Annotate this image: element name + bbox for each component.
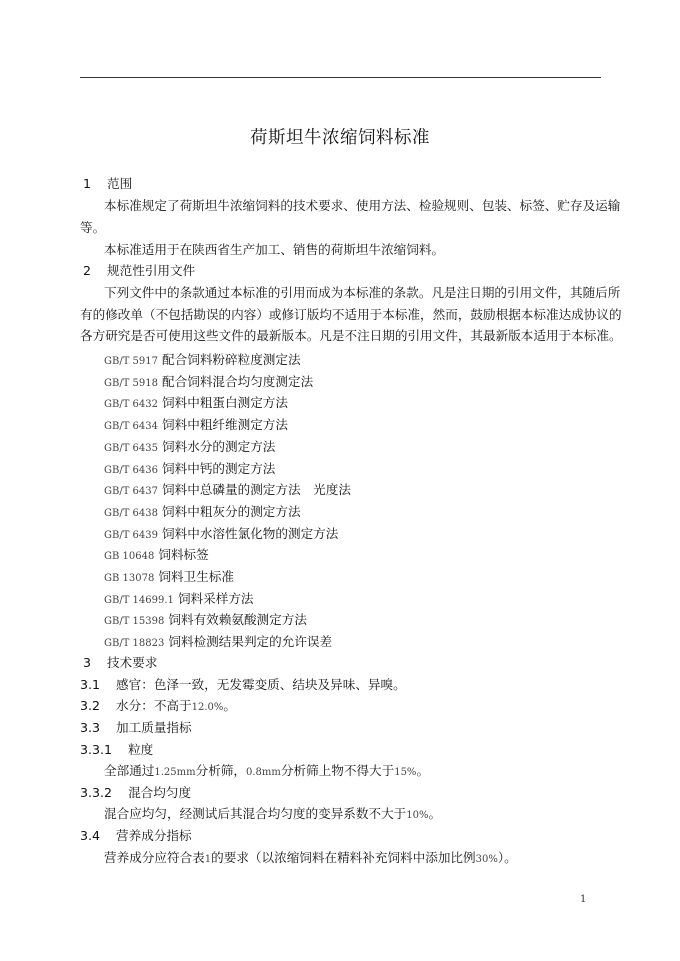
text: 。 bbox=[416, 763, 430, 778]
reference-item bbox=[104, 591, 254, 609]
section-title: 技术要求 bbox=[107, 655, 158, 670]
section-1-heading bbox=[83, 176, 132, 192]
reference-item bbox=[104, 526, 338, 544]
clause-3-3 bbox=[80, 720, 192, 736]
page-title: 荷斯坦牛浓缩饲料标准 bbox=[250, 128, 430, 148]
paragraph bbox=[104, 850, 517, 868]
clause-text: 感官：色泽一致，无发霉变质、结块及异味、异嗅。 bbox=[116, 677, 406, 692]
reference-title: 饲料中粗灰分的测定方法 bbox=[162, 503, 301, 519]
reference-title: 饲料中粗蛋白测定方法 bbox=[162, 395, 288, 411]
text: 。 bbox=[428, 806, 442, 821]
reference-title: 饲料卫生标准 bbox=[158, 569, 234, 584]
reference-title: 饲料采样方法 bbox=[177, 590, 254, 606]
clause-title: 混合均匀度 bbox=[128, 785, 192, 800]
text: 全部通过 bbox=[104, 763, 155, 778]
reference-item bbox=[104, 461, 275, 479]
clause-3-2 bbox=[80, 698, 236, 716]
clause-number: 3.2 bbox=[80, 698, 101, 713]
section-3-heading bbox=[83, 655, 157, 671]
clause-title: 营养成分指标 bbox=[116, 828, 192, 843]
moisture-value: 12.0% bbox=[191, 702, 224, 713]
reference-item bbox=[104, 547, 209, 565]
text: 混合应均匀，经测试后其混合均匀度的变异系数不大于 bbox=[104, 806, 407, 821]
header-rule bbox=[80, 77, 601, 78]
reference-code: GB/T 14699.1 bbox=[104, 594, 174, 606]
section-number: 1 bbox=[83, 176, 92, 191]
reference-title: 饲料水分的测定方法 bbox=[162, 438, 276, 454]
section-2-heading bbox=[83, 263, 195, 279]
reference-title: 饲料中钙的测定方法 bbox=[162, 460, 276, 476]
section-title: 范围 bbox=[107, 176, 133, 191]
paragraph: 下列文件中的条款通过本标准的引用而成为本标准的条款。凡是注日期的引用文件，其随后所 bbox=[104, 285, 621, 300]
reference-item bbox=[104, 395, 288, 413]
reference-code: GB/T 18823 bbox=[104, 638, 165, 650]
clause-3-1 bbox=[80, 677, 406, 693]
reference-item bbox=[104, 439, 275, 457]
section-number: 3 bbox=[83, 655, 92, 670]
reference-title: 饲料中总磷量的测定方法 光度法 bbox=[162, 482, 351, 498]
value: 10% bbox=[406, 810, 429, 821]
value: 0.8mm bbox=[245, 767, 281, 778]
reference-item bbox=[104, 504, 301, 522]
reference-code: GB/T 6435 bbox=[104, 442, 159, 454]
paragraph: 本标准规定了荷斯坦牛浓缩饲料的技术要求、使用方法、检验规则、包装、标签、贮存及运输 bbox=[104, 198, 621, 213]
text: 营养成分应符合表 bbox=[104, 850, 205, 865]
reference-item bbox=[104, 352, 301, 370]
reference-item bbox=[104, 634, 332, 652]
paragraph-continuation: 各方研究是否可使用这些文件的最新版本。凡是不注日期的引用文件，其最新版本适用于本标准。 bbox=[80, 328, 622, 343]
clause-3-4 bbox=[80, 828, 192, 844]
reference-item bbox=[104, 482, 351, 500]
reference-title: 配合饲料粉碎粒度测定法 bbox=[162, 352, 301, 367]
reference-title: 饲料中粗纤维测定方法 bbox=[162, 417, 288, 433]
paragraph-continuation: 等。 bbox=[80, 220, 106, 235]
value: 1 bbox=[204, 854, 212, 865]
clause-text: 水分：不高于 bbox=[116, 698, 192, 713]
section-number: 2 bbox=[83, 263, 92, 278]
reference-title: 饲料有效赖氨酸测定方法 bbox=[168, 612, 307, 628]
section-title: 规范性引用文件 bbox=[107, 263, 196, 278]
reference-code: GB 10648 bbox=[104, 551, 155, 563]
reference-code: GB/T 5918 bbox=[104, 377, 159, 389]
reference-title: 饲料标签 bbox=[158, 547, 209, 563]
reference-code: GB/T 6432 bbox=[104, 399, 159, 411]
reference-code: GB/T 5917 bbox=[104, 356, 159, 367]
clause-number: 3.1 bbox=[80, 677, 101, 692]
text: 的要求（以浓缩饲料在精料补充饲料中添加比例 bbox=[211, 850, 476, 865]
reference-item bbox=[104, 374, 313, 392]
reference-item bbox=[104, 569, 234, 587]
reference-code: GB/T 6436 bbox=[104, 464, 159, 476]
reference-code: GB/T 15398 bbox=[104, 616, 165, 628]
paragraph: 本标准适用于在陕西省生产加工、销售的荷斯坦牛浓缩饲料。 bbox=[104, 242, 445, 257]
paragraph-continuation: 有的修改单（不包括勘误的内容）或修订版均不适用于本标准，然而，鼓励根据本标准达成协议的 bbox=[80, 307, 622, 322]
clause-title: 粒度 bbox=[128, 742, 154, 757]
clause-number: 3.3 bbox=[80, 720, 101, 735]
value: 30% bbox=[475, 854, 498, 865]
clause-number: 3.4 bbox=[80, 828, 101, 843]
reference-code: GB/T 6438 bbox=[104, 507, 159, 519]
clause-title: 加工质量指标 bbox=[116, 720, 192, 735]
reference-code: GB/T 6434 bbox=[104, 421, 159, 433]
paragraph bbox=[104, 806, 441, 824]
reference-title: 饲料中水溶性氯化物的测定方法 bbox=[162, 525, 339, 541]
reference-title: 饲料检测结果判定的允许误差 bbox=[168, 634, 333, 650]
clause-number: 3.3.1 bbox=[80, 742, 113, 757]
text: ）。 bbox=[497, 850, 517, 865]
clause-3-3-2 bbox=[80, 785, 191, 801]
reference-code: GB/T 6439 bbox=[104, 529, 159, 541]
text: 分析筛， bbox=[195, 763, 246, 778]
paragraph bbox=[104, 763, 429, 781]
text: 分析筛上物不得大于 bbox=[280, 763, 395, 778]
value: 1.25mm bbox=[154, 767, 196, 778]
value: 15% bbox=[394, 767, 417, 778]
punctuation: 。 bbox=[223, 698, 236, 713]
clause-3-3-1 bbox=[80, 742, 153, 758]
clause-number: 3.3.2 bbox=[80, 785, 113, 800]
reference-code: GB/T 6437 bbox=[104, 486, 159, 498]
reference-item bbox=[104, 612, 307, 630]
reference-code: GB 13078 bbox=[104, 573, 155, 584]
page-number: 1 bbox=[580, 894, 587, 905]
reference-title: 配合饲料混合均匀度测定法 bbox=[162, 373, 314, 389]
reference-item bbox=[104, 417, 288, 435]
